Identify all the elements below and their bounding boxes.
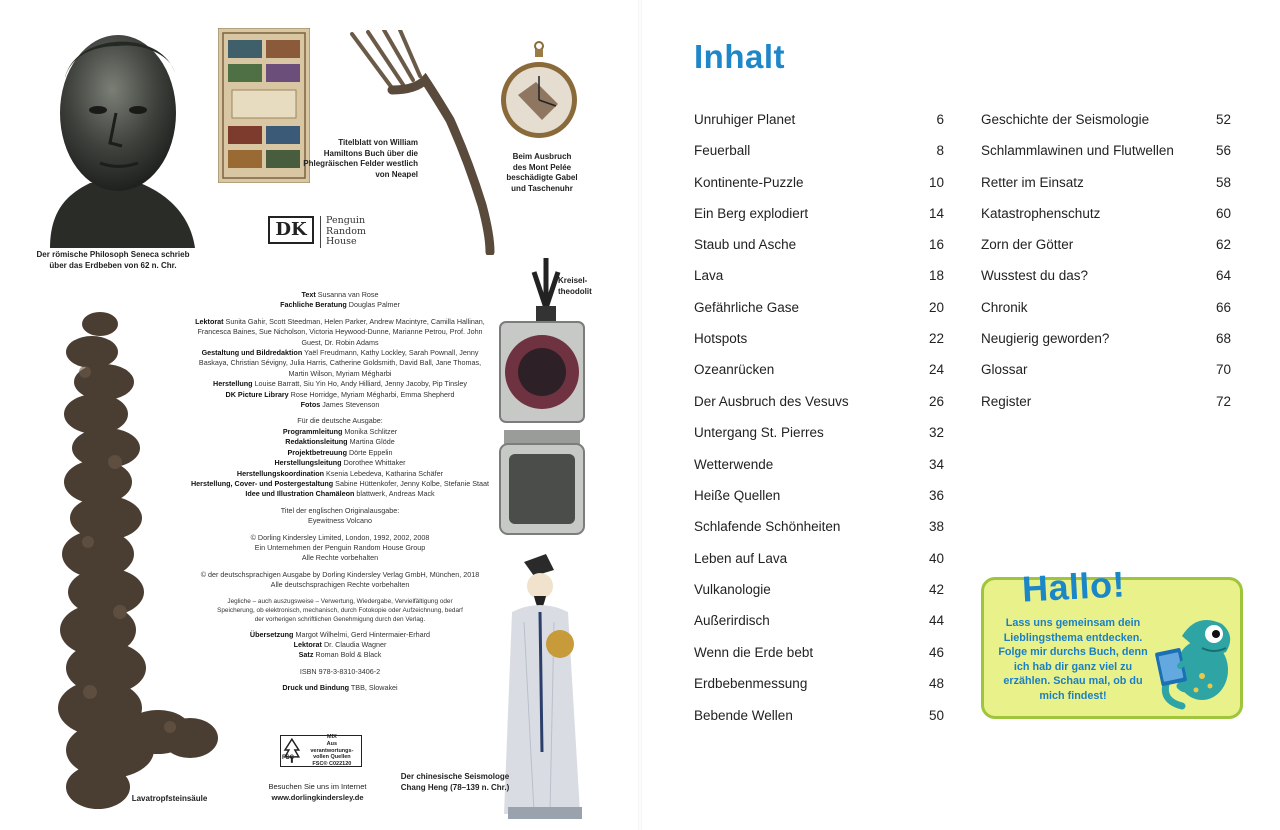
pocket-watch-image [498, 40, 580, 148]
imprint-intro: Für die deutsche Ausgabe: [297, 416, 383, 426]
toc-entry[interactable] [981, 328, 1231, 348]
toc-entry-label: Schlafende Schönheiten [694, 518, 841, 534]
toc-entry-page: 32 [928, 424, 944, 440]
toc-entry[interactable] [981, 203, 1231, 223]
imprint-line [190, 348, 490, 379]
dk-mark: DK [268, 216, 314, 244]
toc-entry-page: 18 [928, 267, 944, 283]
fsc-brand: FSC [282, 755, 294, 761]
toc-entry[interactable] [694, 140, 944, 160]
imprint-value: Dr. Claudia Wagner [323, 639, 387, 649]
imprint-label: Programmleitung [282, 426, 343, 436]
imprint-value: James Stevenson [322, 400, 380, 410]
toc-entry-page: 10 [928, 174, 944, 190]
toc-entry[interactable] [694, 579, 944, 599]
caption-seneca: Der römische Philosoph Seneca schrieb über das Erdbeben von 62 n. Chr. [36, 250, 190, 270]
imprint-label: Lektorat [293, 639, 322, 649]
imprint-line [190, 400, 490, 410]
imprint-label: Herstellungsleitung [274, 458, 342, 468]
toc-entry[interactable] [694, 485, 944, 505]
toc-entry[interactable] [694, 359, 944, 379]
toc-entry-label: Ozeanrücken [694, 361, 775, 377]
publisher-name [320, 216, 366, 248]
toc-entry[interactable] [694, 109, 944, 129]
toc-entry-page: 56 [1215, 142, 1231, 158]
imprint-label: Herstellung, Cover- und Postergestaltung [190, 478, 334, 488]
toc-entry-page: 66 [1215, 299, 1231, 315]
toc-title: Inhalt [694, 38, 785, 75]
imprint-label: Idee und Illustration Chamäleon [245, 489, 355, 499]
toc-entry-label: Untergang St. Pierres [694, 424, 824, 440]
imprint-line [190, 290, 490, 300]
imprint-label: Herstellung [213, 379, 253, 389]
imprint-value: Margot Wilhelmi, Gerd Hintermaier-Erhard [295, 629, 431, 639]
caption-zhang: Der chinesische Seismologe Chang Heng (78–139 n. Chr.) [400, 772, 510, 792]
toc-entry-page: 6 [936, 111, 944, 127]
copyright-line: © der deutschsprachigen Ausgabe by Dorling Kindersley Verlag GmbH, München, 2018 [200, 569, 480, 579]
toc-entry-label: Bebende Wellen [694, 707, 793, 723]
fsc-text [305, 734, 359, 768]
imprint-isbn: ISBN 978-3-8310-3406-2 [299, 666, 381, 676]
toc-entry-label: Geschichte der Seismologie [981, 111, 1150, 127]
toc-entry[interactable] [694, 454, 944, 474]
toc-entry-label: Unruhiger Planet [694, 111, 796, 127]
imprint-group-2 [190, 317, 490, 411]
toc-entry-label: Vulkanologie [694, 581, 771, 597]
toc-entry-page: 50 [928, 707, 944, 723]
imprint-value: Rose Horridge, Myriam Mégharbi, Emma Shepherd [290, 389, 455, 399]
imprint-copyright-de [190, 570, 490, 591]
imprint-group-3 [190, 416, 490, 499]
imprint-label: Satz [298, 650, 314, 660]
toc-entry-label: Leben auf Lava [694, 550, 788, 566]
imprint-value: Susanna van Rose [317, 290, 379, 299]
imprint-line [190, 479, 490, 489]
toc-entry-label: Hotspots [694, 330, 748, 346]
toc-entry-page: 48 [928, 675, 944, 691]
imprint-line [190, 650, 490, 660]
toc-entry-page: 68 [1215, 330, 1231, 346]
toc-entry-page: 40 [928, 550, 944, 566]
toc-entry[interactable] [694, 422, 944, 442]
imprint-line [190, 458, 490, 468]
imprint-original-title [190, 506, 490, 527]
caption-kreisel [558, 276, 618, 297]
seneca-bust-image [30, 18, 200, 248]
toc-entry-page: 46 [928, 644, 944, 660]
toc-entry[interactable] [694, 516, 944, 536]
imprint-value: Roman Bold & Black [315, 650, 382, 660]
imprint-legal: Jegliche – auch auszugsweise – Verwertung, Wiedergabe, Vervielfältigung oder Speicherung, ob elektronisch, mechanisch, durch Fotokopie oder Aufzeichnung, bedarf der vorherigen schriftlichen Genehmigung durch den Verlag. [217, 597, 463, 623]
hallo-text: Lass uns gemeinsam dein Lieblingsthema entdecken. Folge mir durchs Buch, denn ich hab dir ganz viel zu erzählen. Schau mal, ob du mich findest! [998, 617, 1148, 702]
imprint-group-4 [190, 630, 490, 661]
imprint-label: Redaktionsleitung [285, 437, 348, 447]
hallo-title: Hallo! [1020, 563, 1126, 610]
imprint-line [190, 427, 490, 437]
imprint-label: Übersetzung [249, 629, 294, 639]
imprint-druck [190, 683, 490, 693]
imprint-value: TBB, Slowakei [350, 683, 398, 693]
imprint-line [190, 489, 490, 499]
imprint-label: Fotos [300, 400, 321, 410]
toc-entry-page: 60 [1215, 205, 1231, 221]
toc-entry[interactable] [694, 391, 944, 411]
imprint-line [190, 630, 490, 640]
fsc-line: vollen Quellen [313, 754, 351, 761]
imprint-label: Herstellungskoordination [236, 468, 324, 478]
toc-entry-page: 20 [928, 299, 944, 315]
toc-entry-label: Zorn der Götter [981, 236, 1074, 252]
imprint-value: Monika Schlitzer [344, 426, 398, 436]
imprint-label: Druck und Bindung [282, 683, 350, 693]
imprint-line [190, 448, 490, 458]
toc-entry-label: Kontinente-Puzzle [694, 174, 804, 190]
imprint-value: Louise Barratt, Siu Yin Ho, Andy Hilliard, Jenny Jacoby, Pip Tinsley [254, 379, 467, 389]
imprint-line [190, 390, 490, 400]
caption-titelblatt: Titelblatt von William Hamiltons Buch über die Phlegräischen Felder westlich von Neapel [303, 138, 418, 179]
toc-entry[interactable] [981, 265, 1231, 285]
toc-entry[interactable] [981, 140, 1231, 160]
theodolite-image [494, 258, 589, 548]
publisher-line3: House [326, 236, 357, 247]
toc-entry-label: Lava [694, 267, 724, 283]
imprint-value: Dörte Eppelin [348, 447, 393, 457]
toc-entry-page: 38 [928, 518, 944, 534]
toc-entry-label: Register [981, 393, 1032, 409]
imprint-label: Lektorat [195, 316, 224, 326]
imprint-value: Martina Glöde [349, 437, 395, 447]
website-label: Besuchen Sie uns im Internet [268, 782, 367, 791]
copyright-line: © Dorling Kindersley Limited, London, 1992, 2002, 2008 [250, 532, 430, 542]
toc-entry[interactable] [694, 642, 944, 662]
imprint-group-1 [190, 290, 490, 311]
toc-entry-page: 24 [928, 361, 944, 377]
toc-entry-label: Wetterwende [694, 456, 774, 472]
toc-entry-label: Glossar [981, 361, 1028, 377]
toc-entry-page: 44 [928, 612, 944, 628]
hallo-box [981, 563, 1243, 719]
toc-entry-page: 16 [928, 236, 944, 252]
imprint-line [190, 469, 490, 479]
toc-entry-page: 26 [928, 393, 944, 409]
imprint-value: blattwerk, Andreas Mack [356, 489, 435, 499]
toc-entry-page: 62 [1215, 236, 1231, 252]
toc-entry-label: Retter im Einsatz [981, 174, 1084, 190]
imprint-value: Dorothee Whittaker [343, 458, 406, 468]
imprint-line [190, 437, 490, 447]
toc-entry-label: Ein Berg explodiert [694, 205, 809, 221]
imprint-line [190, 300, 490, 310]
toc-entry-label: Der Ausbruch des Vesuvs [694, 393, 849, 409]
caption-lava: Lavatropfsteinsäule [131, 794, 208, 803]
toc-entry[interactable] [981, 234, 1231, 254]
toc-entry[interactable] [694, 610, 944, 630]
toc-entry[interactable] [981, 297, 1231, 317]
toc-entry[interactable] [694, 548, 944, 568]
toc-entry-label: Erdbebenmessung [694, 675, 808, 691]
toc-entry-page: 58 [1215, 174, 1231, 190]
toc-entry-label: Katastrophenschutz [981, 205, 1101, 221]
toc-entry-label: Neugierig geworden? [981, 330, 1110, 346]
fsc-line: FSC® C022120 [312, 761, 352, 768]
toc-entry[interactable] [694, 297, 944, 317]
imprint-copyright [190, 533, 490, 564]
toc-entry-page: 72 [1215, 393, 1231, 409]
imprint-value: Ksenia Lebedeva, Katharina Schäfer [325, 468, 444, 478]
toc-entry-page: 14 [928, 205, 944, 221]
hamilton-title-page-image [218, 28, 310, 183]
fsc-line: Aus verantwortungs- [310, 740, 354, 754]
publisher-line2: Random [326, 225, 366, 237]
toc-entry[interactable] [981, 172, 1231, 192]
copyright-line: Alle deutschsprachigen Rechte vorbehalten [270, 580, 410, 590]
imprint-label: DK Picture Library [225, 389, 289, 399]
toc-entry[interactable] [981, 109, 1231, 129]
publisher-line1: Penguin [326, 215, 366, 226]
toc-entry[interactable] [981, 359, 1231, 379]
dk-penguin-logo [268, 216, 366, 248]
caption-kreisel-text: Kreisel-theodolit [558, 276, 592, 296]
toc-entry-label: Schlammlawinen und Flutwellen [981, 142, 1174, 158]
toc-entry-page: 70 [1215, 361, 1231, 377]
chameleon-icon [1152, 606, 1240, 714]
toc-entry-page: 64 [1215, 267, 1231, 283]
toc-entry[interactable] [694, 234, 944, 254]
toc-entry-label: Heiße Quellen [694, 487, 781, 503]
imprint-line [190, 640, 490, 650]
toc-entry-label: Chronik [981, 299, 1028, 315]
toc-entry-label: Wenn die Erde bebt [694, 644, 814, 660]
copyright-line: Alle Rechte vorbehalten [301, 553, 379, 563]
imprint-value: Yaël Freudmann, Kathy Lockley, Sarah Pownall, Jenny Baskaya, Christian Sévigny, Julia Harris, Catherine Goldsmith, David Ball, Jane Thomas, Martin Wilson, Myriam Mégharbi [198, 348, 482, 378]
toc-entry-label: Gefährliche Gase [694, 299, 800, 315]
imprint [190, 290, 490, 700]
toc-entry-page: 34 [928, 456, 944, 472]
toc-entry-page: 22 [928, 330, 944, 346]
toc-entry-label: Wusstest du das? [981, 267, 1089, 283]
toc-entry-page: 36 [928, 487, 944, 503]
fsc-mix: MIX [326, 734, 337, 741]
imprint-line [190, 379, 490, 389]
imprint-label: Gestaltung und Bildredaktion [201, 348, 303, 358]
toc-entry-label: Außerirdisch [694, 612, 770, 628]
imprint-value: Sunita Gahir, Scott Steedman, Helen Parker, Andrew Macintyre, Camilla Hallinan, Francesca Baines, Sue Nicholson, Victoria Heywood-Dunne, Marianne Petrou, Prof. John Guest, Dr. Robin Adams [197, 316, 485, 347]
toc-entry[interactable] [694, 673, 944, 693]
toc-entry[interactable] [694, 705, 944, 725]
imprint-label: Text [301, 290, 316, 299]
fsc-logo [280, 735, 362, 767]
toc-entry[interactable] [694, 265, 944, 285]
imprint-line [190, 317, 490, 348]
imprint-label: Projektbetreuung [287, 447, 347, 457]
toc-entry-label: Staub und Asche [694, 236, 797, 252]
toc-entry-page: 8 [936, 142, 944, 158]
website-note [230, 782, 405, 803]
toc-entry[interactable] [694, 203, 944, 223]
toc-entry-page: 42 [928, 581, 944, 597]
toc-entry[interactable] [981, 391, 1231, 411]
imprint-value: Douglas Palmer [348, 300, 400, 310]
imprint-original-value: Eyewitness Volcano [308, 516, 372, 526]
copyright-line: Ein Unternehmen der Penguin Random House Group [254, 542, 426, 552]
toc-entry[interactable] [694, 328, 944, 348]
toc-entry-label: Feuerball [694, 142, 751, 158]
imprint-label: Fachliche Beratung [280, 300, 347, 310]
caption-gabel: Beim Ausbruch des Mont Pelée beschädigte Gabel und Taschenuhr [506, 152, 578, 193]
imprint-original-label: Titel der englischen Originalausgabe: [280, 505, 400, 515]
website-url[interactable]: www.dorlingkindersley.de [271, 792, 364, 802]
toc-entry[interactable] [694, 172, 944, 192]
toc-entry-page: 52 [1215, 111, 1231, 127]
imprint-value: Sabine Hüttenkofer, Jenny Kolbe, Stefanie Staat [335, 478, 489, 488]
